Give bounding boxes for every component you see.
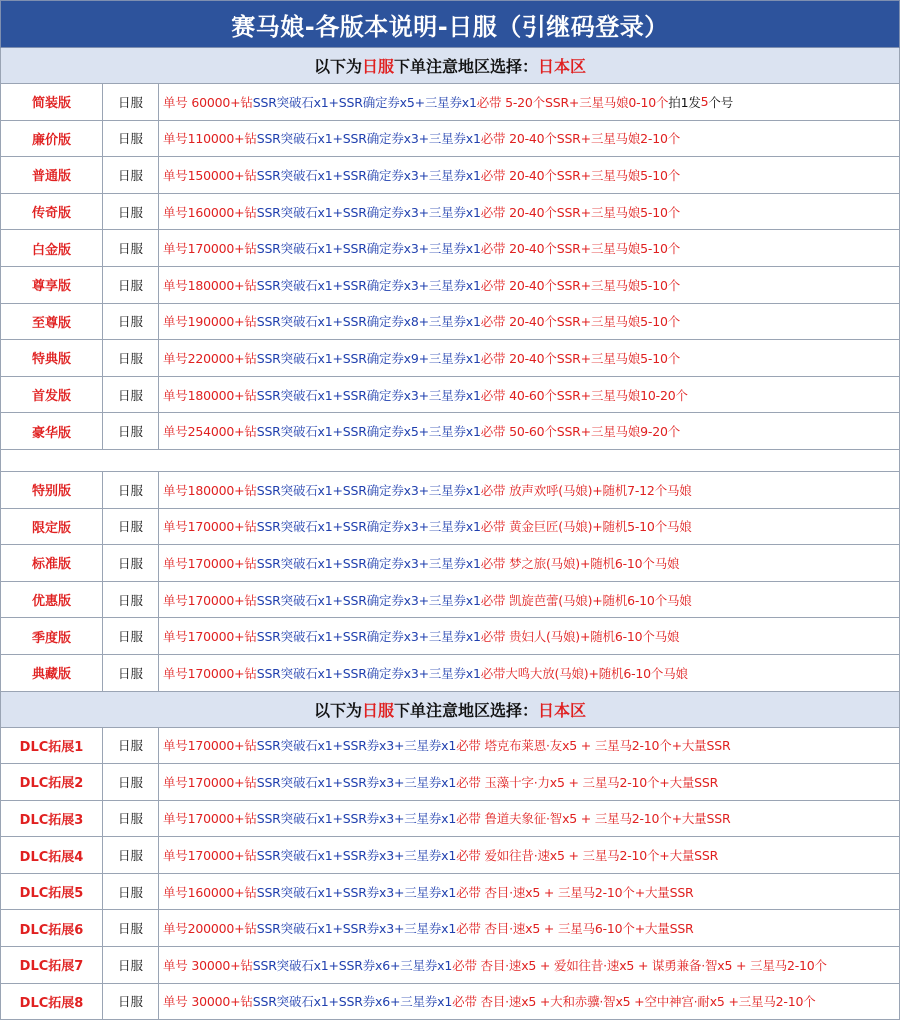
price-text: 单号170000+钻 [163, 241, 257, 257]
description-cell [159, 582, 900, 618]
description-cell [159, 801, 900, 837]
items-text: SSR突破石x1+SSR券x3+三星券x1 [256, 738, 457, 754]
version-name: 普通版 [0, 157, 103, 193]
server-cell: 日服 [103, 545, 159, 581]
section-middle: 下单注意地区选择： [394, 700, 539, 720]
price-text: 单号 30000+钻 [163, 957, 253, 973]
items-text: SSR突破石x1+SSR券x3+三星券x1 [256, 921, 457, 937]
items-text: SSR突破石x1+SSR确定券x8+三星券x1 [256, 314, 481, 330]
items-text: SSR突破石x1+SSR确定券x3+三星券x1 [256, 277, 481, 293]
price-text: 单号254000+钻 [163, 424, 257, 440]
version-name: 限定版 [0, 509, 103, 545]
version-name: DLC拓展8 [0, 984, 103, 1020]
items-text: SSR突破石x1+SSR确定券x3+三星券x1 [256, 592, 481, 608]
server-cell: 日服 [103, 728, 159, 764]
description-cell [159, 84, 900, 120]
server-cell: 日服 [103, 84, 159, 120]
version-table-group-2 [0, 472, 900, 692]
section-header-2 [0, 692, 900, 728]
version-name: 豪华版 [0, 413, 103, 449]
version-name: 特典版 [0, 340, 103, 376]
section-region: 日本区 [538, 700, 587, 720]
description-cell [159, 413, 900, 449]
section-server: 日服 [361, 700, 394, 720]
items-text: SSR突破石x1+SSR确定券x3+三星券x1 [256, 241, 481, 257]
table-row [0, 472, 900, 509]
items-text: SSR突破石x1+SSR确定券x3+三星券x1 [256, 555, 481, 571]
table-row [0, 157, 900, 194]
note-text: 拍1发 [668, 94, 701, 110]
guarantee-text: 必带 杏目·速x5 + 爱如往昔·速x5 + 谋勇兼备·智x5 + 三星马2-10个 [452, 957, 827, 973]
items-text: SSR突破石x1+SSR确定券x3+三星券x1 [256, 482, 481, 498]
items-text: SSR突破石x1+SSR确定券x5+三星券x1 [256, 424, 481, 440]
price-text: 单号170000+钻 [163, 592, 257, 608]
guarantee-text: 必带 贵妇人(马娘)+随机6-10个马娘 [480, 629, 680, 645]
server-cell: 日服 [103, 984, 159, 1020]
guarantee-text: 必带 爱如往昔·速x5 + 三星马2-10个+大量SSR [456, 848, 719, 864]
price-text: 单号180000+钻 [163, 482, 257, 498]
server-cell: 日服 [103, 230, 159, 266]
table-row [0, 618, 900, 655]
description-cell [159, 267, 900, 303]
table-row [0, 728, 900, 765]
version-name: DLC拓展2 [0, 764, 103, 800]
version-name: 简装版 [0, 84, 103, 120]
section-server: 日服 [361, 57, 394, 76]
server-cell: 日服 [103, 837, 159, 873]
table-row [0, 230, 900, 267]
description-cell [159, 874, 900, 910]
description-cell [159, 984, 900, 1020]
items-text: SSR突破石x1+SSR确定券x3+三星券x1 [256, 665, 481, 681]
guarantee-text: 必带 梦之旅(马娘)+随机6-10个马娘 [480, 555, 680, 571]
server-cell: 日服 [103, 267, 159, 303]
description-cell [159, 121, 900, 157]
guarantee-text: 必带 20-40个SSR+三星马娘5-10个 [480, 167, 681, 183]
price-text: 单号 30000+钻 [163, 994, 253, 1010]
description-cell [159, 545, 900, 581]
items-text: SSR突破石x1+SSR券x3+三星券x1 [256, 884, 457, 900]
price-text: 单号170000+钻 [163, 848, 257, 864]
server-cell: 日服 [103, 472, 159, 508]
server-cell: 日服 [103, 801, 159, 837]
table-row [0, 304, 900, 341]
items-text: SSR突破石x1+SSR确定券x3+三星券x1 [256, 629, 481, 645]
server-cell: 日服 [103, 618, 159, 654]
section-region: 日本区 [538, 57, 587, 76]
server-cell: 日服 [103, 377, 159, 413]
server-cell: 日服 [103, 947, 159, 983]
guarantee-text: 必带 5-20个SSR+三星马娘0-10个 [476, 94, 669, 110]
guarantee-text: 必带 杏目·速x5 + 三星马2-10个+大量SSR [456, 884, 694, 900]
table-row [0, 984, 900, 1021]
price-text: 单号170000+钻 [163, 774, 257, 790]
guarantee-text: 必带 放声欢呼(马娘)+随机7-12个马娘 [480, 482, 692, 498]
price-text: 单号170000+钻 [163, 738, 257, 754]
guarantee-text: 必带 鲁道夫象征·智x5 + 三星马2-10个+大量SSR [456, 811, 731, 827]
server-cell: 日服 [103, 655, 159, 691]
price-text: 单号170000+钻 [163, 555, 257, 571]
version-name: 标准版 [0, 545, 103, 581]
table-row [0, 874, 900, 911]
items-text: SSR突破石x1+SSR确定券x3+三星券x1 [256, 387, 481, 403]
description-cell [159, 340, 900, 376]
server-cell: 日服 [103, 910, 159, 946]
table-row [0, 582, 900, 619]
table-row [0, 947, 900, 984]
description-cell [159, 230, 900, 266]
description-cell [159, 655, 900, 691]
version-name: 特别版 [0, 472, 103, 508]
page-title: 赛马娘-各版本说明-日服（引继码登录） [0, 0, 900, 48]
guarantee-text: 必带 50-60个SSR+三星马娘9-20个 [480, 424, 681, 440]
items-text: SSR突破石x1+SSR券x3+三星券x1 [256, 811, 457, 827]
version-name: DLC拓展6 [0, 910, 103, 946]
price-text: 单号170000+钻 [163, 629, 257, 645]
version-name: 至尊版 [0, 304, 103, 340]
version-table-group-1 [0, 84, 900, 450]
items-text: SSR突破石x1+SSR券x6+三星券x1 [252, 957, 453, 973]
table-row [0, 837, 900, 874]
items-text: SSR突破石x1+SSR确定券x3+三星券x1 [256, 204, 481, 220]
items-text: SSR突破石x1+SSR券x3+三星券x1 [256, 848, 457, 864]
price-text: 单号160000+钻 [163, 884, 257, 900]
table-row [0, 377, 900, 414]
version-name: DLC拓展4 [0, 837, 103, 873]
guarantee-text: 必带 20-40个SSR+三星马娘5-10个 [480, 204, 681, 220]
version-name: 白金版 [0, 230, 103, 266]
price-text: 单号190000+钻 [163, 314, 257, 330]
description-cell [159, 194, 900, 230]
server-cell: 日服 [103, 340, 159, 376]
guarantee-text: 必带 杏目·速x5 + 三星马6-10个+大量SSR [456, 921, 694, 937]
items-text: SSR突破石x1+SSR确定券x3+三星券x1 [256, 131, 481, 147]
description-cell [159, 947, 900, 983]
table-row [0, 764, 900, 801]
note-suffix: 个号 [708, 94, 734, 110]
table-row [0, 194, 900, 231]
description-cell [159, 764, 900, 800]
price-text: 单号150000+钻 [163, 167, 257, 183]
server-cell: 日服 [103, 413, 159, 449]
description-cell [159, 157, 900, 193]
version-name: DLC拓展3 [0, 801, 103, 837]
price-text: 单号180000+钻 [163, 387, 257, 403]
table-row [0, 509, 900, 546]
price-text: 单号170000+钻 [163, 665, 257, 681]
items-text: SSR突破石x1+SSR券x3+三星券x1 [256, 774, 457, 790]
version-name: DLC拓展7 [0, 947, 103, 983]
description-cell [159, 837, 900, 873]
guarantee-text: 必带 玉藻十字·力x5 + 三星马2-10个+大量SSR [456, 774, 719, 790]
server-cell: 日服 [103, 121, 159, 157]
note-count: 5 [700, 94, 709, 110]
version-name: DLC拓展1 [0, 728, 103, 764]
guarantee-text: 必带 20-40个SSR+三星马娘5-10个 [480, 314, 681, 330]
guarantee-text: 必带 黄金巨匠(马娘)+随机5-10个马娘 [480, 519, 692, 535]
server-cell: 日服 [103, 509, 159, 545]
guarantee-text: 必带 20-40个SSR+三星马娘2-10个 [480, 131, 681, 147]
price-text: 单号170000+钻 [163, 811, 257, 827]
price-text: 单号200000+钻 [163, 921, 257, 937]
server-cell: 日服 [103, 157, 159, 193]
dlc-table-group [0, 728, 900, 1021]
items-text: SSR突破石x1+SSR确定券x9+三星券x1 [256, 350, 481, 366]
guarantee-text: 必带 20-40个SSR+三星马娘5-10个 [480, 350, 681, 366]
server-cell: 日服 [103, 764, 159, 800]
guarantee-text: 必带 20-40个SSR+三星马娘5-10个 [480, 277, 681, 293]
description-cell [159, 377, 900, 413]
version-name: DLC拓展5 [0, 874, 103, 910]
version-name: 廉价版 [0, 121, 103, 157]
table-row [0, 801, 900, 838]
table-row [0, 267, 900, 304]
table-row [0, 545, 900, 582]
description-cell [159, 509, 900, 545]
version-name: 传奇版 [0, 194, 103, 230]
guarantee-text: 必带 杏目·速x5 +大和赤骥·智x5 +空中神宫·耐x5 +三星马2-10个 [452, 994, 816, 1010]
guarantee-text: 必带 40-60个SSR+三星马娘10-20个 [480, 387, 688, 403]
section-prefix: 以下为 [313, 700, 362, 720]
guarantee-text: 必带 凯旋芭蕾(马娘)+随机6-10个马娘 [480, 592, 692, 608]
price-text: 单号160000+钻 [163, 204, 257, 220]
price-text: 单号180000+钻 [163, 277, 257, 293]
guarantee-text: 必带 20-40个SSR+三星马娘5-10个 [480, 241, 681, 257]
group-separator [0, 450, 900, 472]
version-name: 季度版 [0, 618, 103, 654]
server-cell: 日服 [103, 304, 159, 340]
table-row [0, 340, 900, 377]
version-name: 优惠版 [0, 582, 103, 618]
table-row [0, 84, 900, 121]
table-row [0, 655, 900, 692]
section-prefix: 以下为 [313, 57, 362, 76]
description-cell [159, 618, 900, 654]
description-cell [159, 728, 900, 764]
section-middle: 下单注意地区选择： [394, 57, 539, 76]
table-row [0, 910, 900, 947]
price-text: 单号 60000+钻 [163, 94, 253, 110]
server-cell: 日服 [103, 582, 159, 618]
version-name: 典藏版 [0, 655, 103, 691]
items-text: SSR突破石x1+SSR确定券x5+三星券x1 [252, 94, 477, 110]
version-name: 尊享版 [0, 267, 103, 303]
price-text: 单号220000+钻 [163, 350, 257, 366]
server-cell: 日服 [103, 874, 159, 910]
section-header-1 [0, 48, 900, 84]
price-text: 单号110000+钻 [163, 131, 257, 147]
items-text: SSR突破石x1+SSR确定券x3+三星券x1 [256, 519, 481, 535]
description-cell [159, 910, 900, 946]
price-text: 单号170000+钻 [163, 519, 257, 535]
guarantee-text: 必带大鸣大放(马娘)+随机6-10个马娘 [480, 665, 688, 681]
items-text: SSR突破石x1+SSR券x6+三星券x1 [252, 994, 453, 1010]
version-name: 首发版 [0, 377, 103, 413]
guarantee-text: 必带 塔克布莱恩·友x5 + 三星马2-10个+大量SSR [456, 738, 731, 754]
table-row [0, 121, 900, 158]
description-cell [159, 304, 900, 340]
description-cell [159, 472, 900, 508]
table-row [0, 413, 900, 450]
server-cell: 日服 [103, 194, 159, 230]
items-text: SSR突破石x1+SSR确定券x3+三星券x1 [256, 167, 481, 183]
